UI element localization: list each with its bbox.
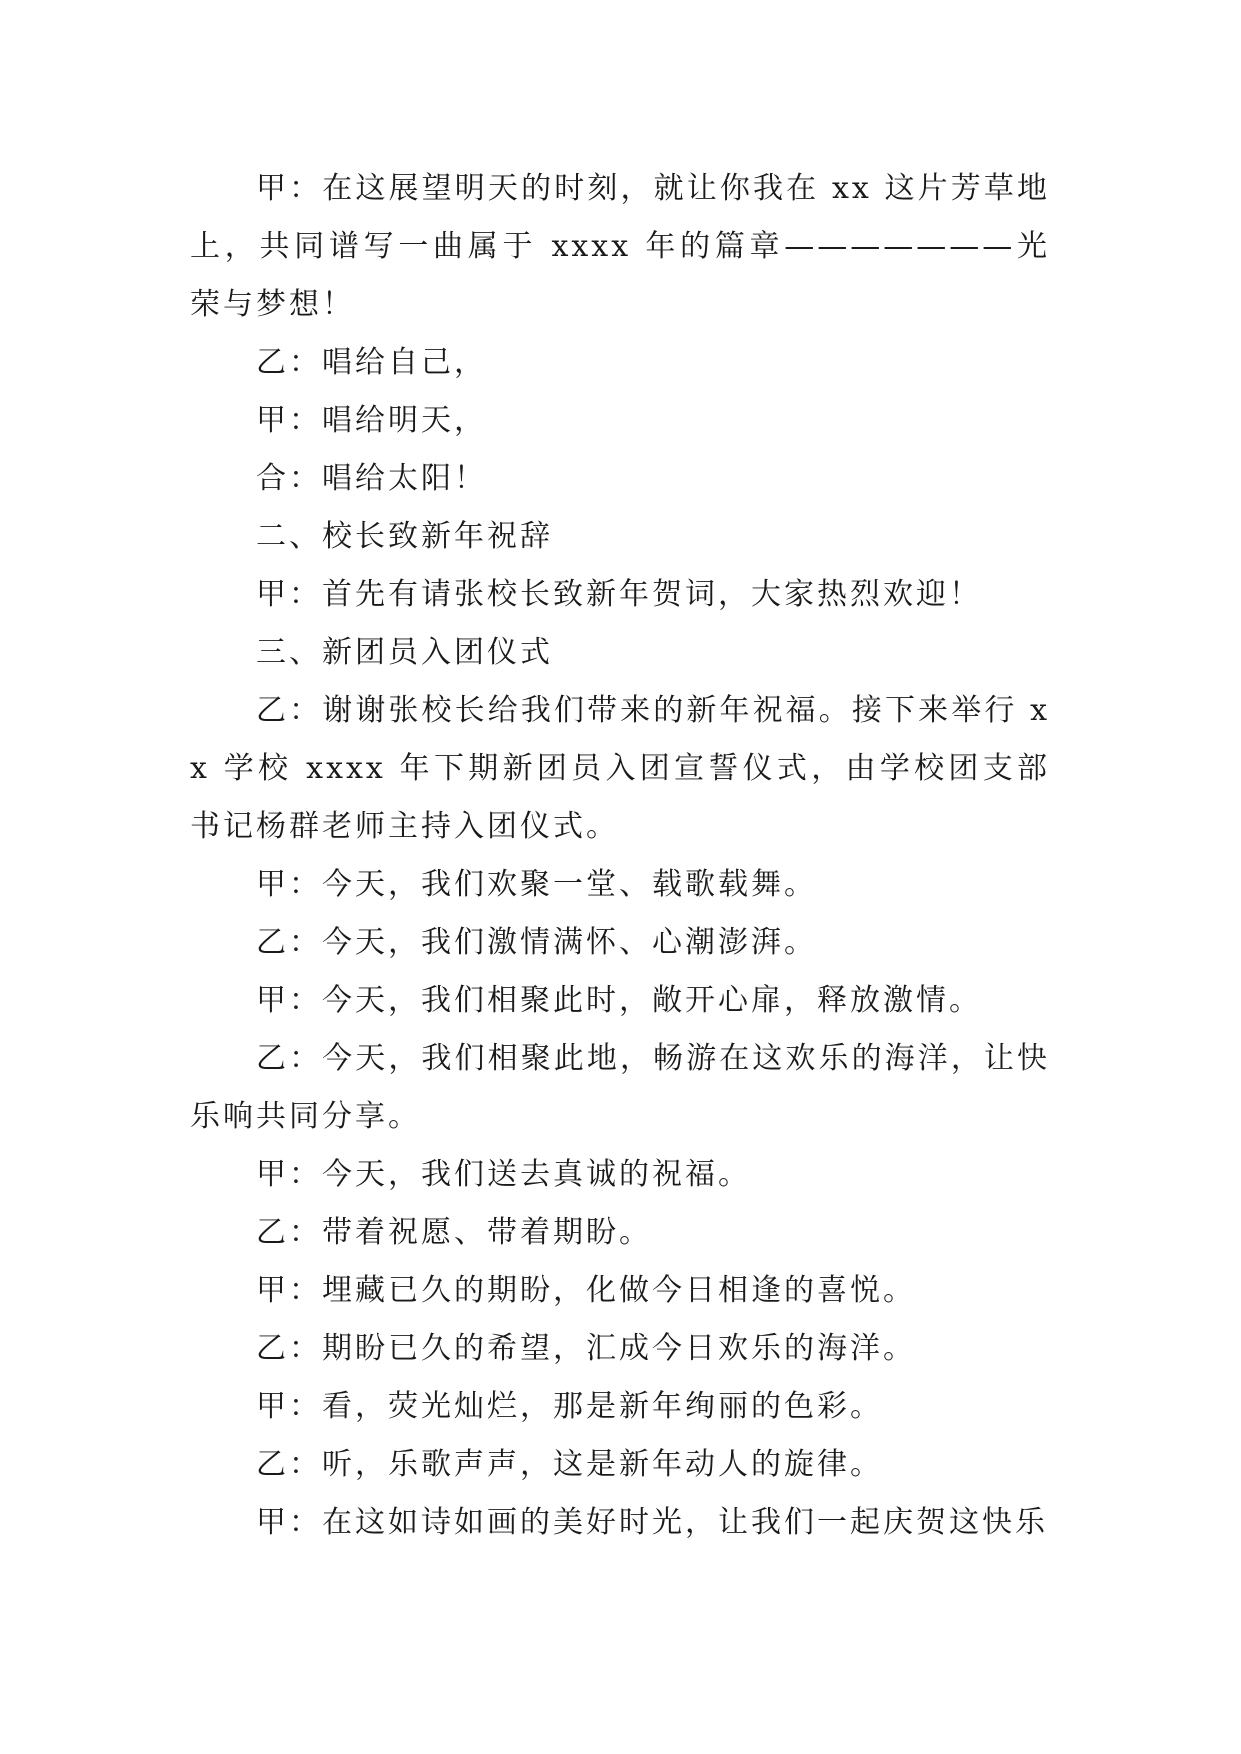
paragraph-1: 甲：在这展望明天的时刻，就让你我在 xx 这片芳草地上，共同谱写一曲属于 xxxx 年的篇章———————光荣与梦想！ (190, 171, 1050, 322)
paragraph-11: 甲：今天，我们相聚此时，敞开心扉，释放激情。 (256, 983, 982, 1018)
section-heading-2: 二、校长致新年祝辞 (256, 519, 553, 554)
paragraph-3: 甲：唱给明天， (256, 403, 487, 438)
paragraph-18: 乙：听，乐歌声声，这是新年动人的旋律。 (256, 1447, 883, 1482)
paragraph-17: 甲：看，荧光灿烂，那是新年绚丽的色彩。 (256, 1389, 883, 1424)
paragraph-16: 乙：期盼已久的希望，汇成今日欢乐的海洋。 (256, 1331, 916, 1366)
paragraph-15: 甲：埋藏已久的期盼，化做今日相逢的喜悦。 (256, 1273, 916, 1308)
paragraph-12: 乙：今天，我们相聚此地，畅游在这欢乐的海洋，让快乐响共同分享。 (190, 1041, 1050, 1134)
paragraph-19: 甲：在这如诗如画的美好时光，让我们一起庆贺这快乐 (256, 1505, 1048, 1540)
paragraph-8: 乙：谢谢张校长给我们带来的新年祝福。接下来举行 xx 学校 xxxx 年下期新团员入团宣誓仪式，由学校团支部书记杨群老师主持入团仪式。 (190, 693, 1050, 844)
paragraph-13: 甲：今天，我们送去真诚的祝福。 (256, 1157, 751, 1192)
paragraph-10: 乙：今天，我们激情满怀、心潮澎湃。 (256, 925, 817, 960)
paragraph-4: 合：唱给太阳！ (256, 461, 487, 496)
section-heading-3: 三、新团员入团仪式 (256, 635, 553, 670)
paragraph-14: 乙：带着祝愿、带着期盼。 (256, 1215, 652, 1250)
paragraph-2: 乙：唱给自己， (256, 345, 487, 380)
document-body (190, 160, 1050, 1552)
paragraph-9: 甲：今天，我们欢聚一堂、载歌载舞。 (256, 867, 817, 902)
paragraph-6: 甲：首先有请张校长致新年贺词，大家热烈欢迎！ (256, 577, 982, 612)
